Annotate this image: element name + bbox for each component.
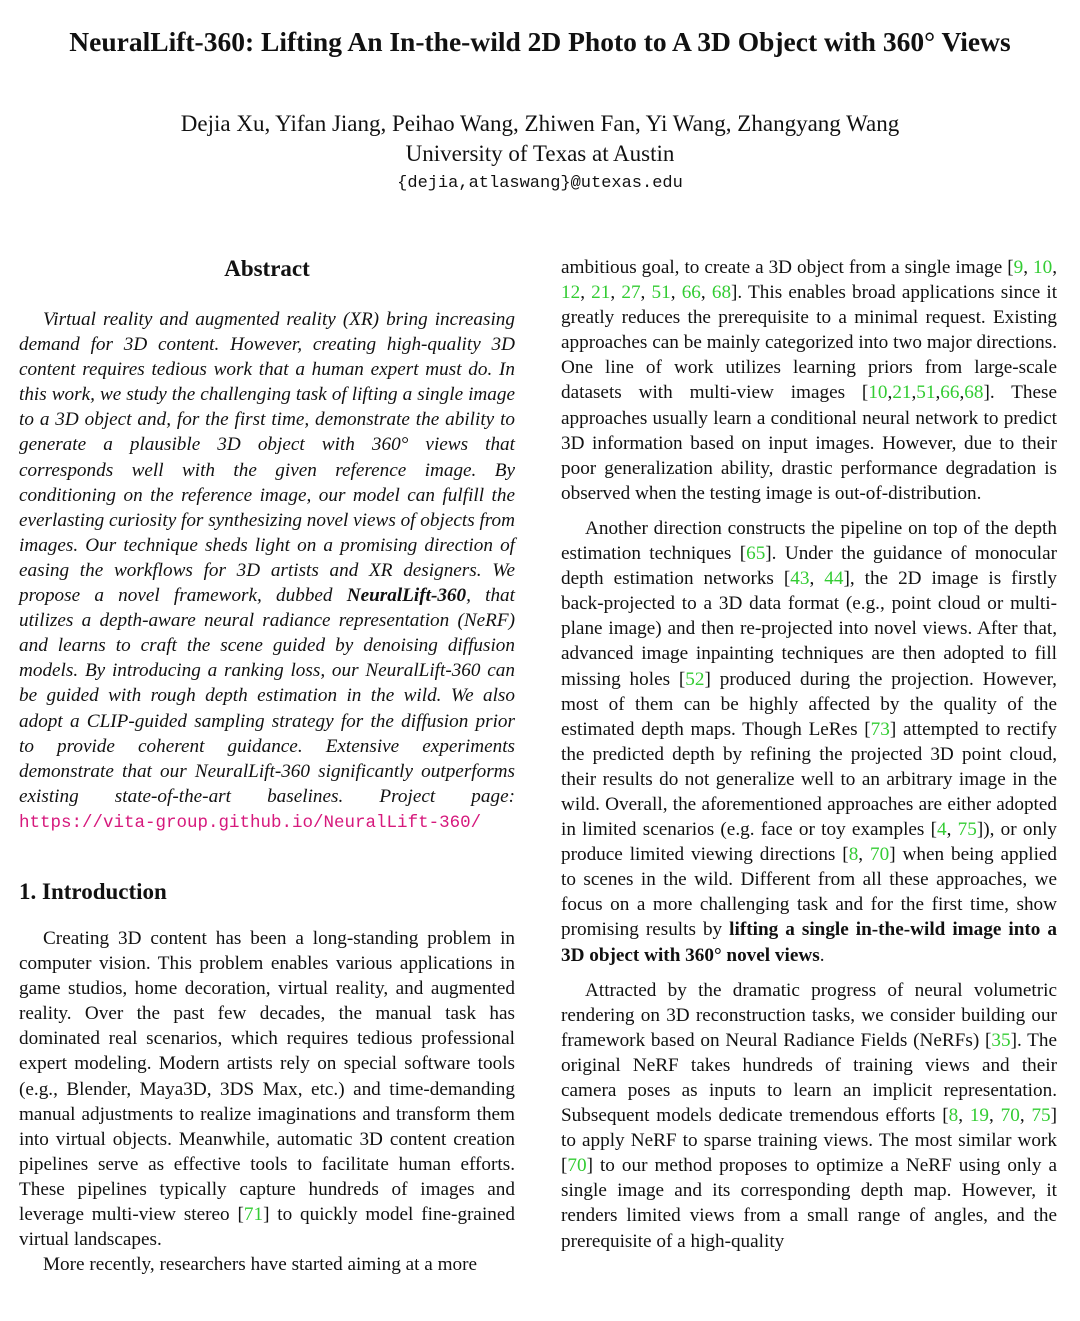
- intro-text: ] to quickly model fine-grained virtual landscapes.: [19, 1204, 515, 1251]
- intro-text: .: [819, 944, 825, 966]
- intro-paragraph-2: ambitious goal, to create a 3D object from a single image [9, 10, 12, 21, 27, 51, 66, 68]. This enables broad applications since it greatly reduces the prerequisite to a minimal request. Existing approaches can be mainly categorized into two major directions. One line of work utilizes learning priors from large-scale datasets with multi-view images [10,21,51,66,68]. These approaches usually learn a conditional neural network to predict 3D information based on input images. However, due to their poor generalization ability, drastic performance degradation is observed when the testing image is out-of-distribution.: [561, 257, 1058, 504]
- citation-link[interactable]: 21: [591, 282, 611, 304]
- citation-link[interactable]: 70: [870, 844, 890, 866]
- citation-link[interactable]: 65: [746, 543, 766, 565]
- citation-link[interactable]: 51: [651, 282, 671, 304]
- intro-text: ] to our method proposes to optimize a NeRF using only a single image and its corresponding depth map. However, it renders limited views from a small range of angles, and the prerequisite of a high-quality: [561, 1155, 1057, 1252]
- author-email: {dejia,atlaswang}@utexas.edu: [397, 174, 683, 193]
- citation-link[interactable]: 43: [790, 568, 810, 590]
- abstract-text-1: Virtual reality and augmented reality (XR) bring increasing demand for 3D content. However, creating high-quality 3D content requires tedious work that a human expert must do. In this work, we study the challenging task of lifting a single image to a 3D object and, for the first time, demonstrate the ability to generate a plausible 3D object with 360° views that corresponds well with the given reference image. By conditioning on the reference image, our model can fulfill the everlasting curiosity for synthesizing novel views of objects from images. Our technique sheds light on a promising direction of easing the workflows for 3D artists and XR designers. We propose a novel framework, dubbed: [19, 309, 515, 607]
- intro-text: ]. The original NeRF takes hundreds of training views and their camera poses as inputs to learn an implicit representation. Subsequent models dedicate tremendous efforts [: [561, 1029, 1057, 1127]
- citation-link[interactable]: 9: [1013, 257, 1024, 278]
- intro-text: ]. This enables broad applications since it greatly reduces the prerequisite to a minimal request. Existing approaches can be mainly categorized into two major directions. One line of work utilizes learning priors from large-scale datasets with multi-view images [: [561, 282, 1058, 404]
- intro-text: ]. Under the guidance of monocular depth estimation networks [: [561, 543, 1057, 590]
- citation-link[interactable]: 19: [969, 1105, 989, 1127]
- intro-text: ] produced during the projection. However, most of them can be highly affected by the quality of the estimated depth maps. Though LeRes [: [561, 668, 1057, 740]
- left-column: [19, 255, 515, 1277]
- key-contribution: lifting a single in-the-wild image into a 3D object with 360° novel views: [561, 919, 1057, 966]
- intro-text: Another direction constructs the pipeline on top of the depth estimation techniques [: [561, 517, 1057, 565]
- citation-link[interactable]: 75: [1031, 1105, 1051, 1127]
- abstract-text-2: , that utilizes a depth-aware neural radiance representation (NeRF) and learns to craft the scene guided by denoising diffusion models. By introducing a ranking loss, our NeuralLift-360 can be guided with rough depth estimation in the wild. We also adopt a CLIP-guided sampling strategy for the diffusion prior to provide coherent guidance. Extensive experiments demonstrate that our NeuralLift-360 significantly outperforms existing state-of-the-art baselines. Project page:: [19, 585, 515, 807]
- citation-link[interactable]: 52: [685, 668, 705, 690]
- intro-paragraph-1: [19, 926, 515, 1252]
- citation-link[interactable]: 75: [957, 819, 977, 841]
- intro-text: ]. These approaches usually learn a conditional neural network to predict 3D information based on input images. However, due to their poor generalization ability, drastic performance degradation is observed when the testing image is out-of-distribution.: [561, 382, 1057, 504]
- citation-link[interactable]: 73: [870, 718, 890, 740]
- intro-text: ] attempted to rectify the predicted depth by refining the projected 3D point cloud, their results do not generalize well to an arbitrary image in the wild. Overall, the aforementioned approaches are either adopted in limited scenarios (e.g. face or toy examples [: [561, 718, 1057, 841]
- citation-link[interactable]: 10: [1033, 257, 1053, 278]
- citation-link[interactable]: 8: [848, 844, 859, 866]
- intro-text: Creating 3D content has been a long-standing problem in computer vision. This problem enables various applications in game studios, home decoration, virtual reality, and augmented reality. Over the past few decades, the manual task has dominated real scenarios, which requires tedious professional expert modeling. Modern artists rely on special software tools (e.g., Blender, Maya3D, 3DS Max, etc.) and time-demanding manual adjustments to realize imaginations and transform them into virtual objects. Meanwhile, automatic 3D content creation pipelines serve as effective tools to facilitate human efforts. These pipelines typically capture hundreds of images and leverage multi-view stereo [: [19, 927, 515, 1225]
- citation-link[interactable]: 12: [561, 282, 581, 304]
- citation-link[interactable]: 71: [243, 1204, 264, 1225]
- intro-text: ambitious goal, to create a 3D object from a single image [: [561, 257, 1014, 278]
- citation-link[interactable]: 70: [1000, 1105, 1020, 1127]
- citation-link[interactable]: 68: [964, 382, 984, 404]
- intro-text: More recently, researchers have started aiming at a more: [43, 1254, 477, 1276]
- intro-heading: 1. Introduction: [19, 878, 167, 904]
- citation-link[interactable]: 44: [824, 568, 844, 590]
- project-page-link[interactable]: https://vita-group.github.io/NeuralLift-360/: [19, 812, 482, 833]
- author-list: Dejia Xu, Yifan Jiang, Peihao Wang, Zhiwen Fan, Yi Wang, Zhangyang Wang: [180, 111, 900, 136]
- citation-link[interactable]: 27: [621, 282, 641, 304]
- intro-paragraph-3: Another direction constructs the pipeline on top of the depth estimation techniques [65]. Under the guidance of monocular depth estimation networks [43, 44], the 2D image is firstly back-projected to a 3D data format (e.g., point cloud or multi-plane image) and then re-projected into novel views. After that, advanced image inpainting techniques are then adopted to fill missing holes [52] produced during the projection. However, most of them can be highly affected by the quality of the estimated depth maps. Though LeRes [73] attempted to rectify the predicted depth by refining the projected 3D point cloud, their results do not generalize well to an arbitrary image in the wild. Overall, the aforementioned approaches are either adopted in limited scenarios (e.g. face or toy examples [4, 75]), or only produce limited viewing directions [8, 70] when being applied to scenes in the wild. Different from all these approaches, we focus on a more challenging task and for the first time, show promising results by lifting a single in-the-wild image into a 3D object with 360° novel views.: [561, 517, 1058, 966]
- right-column: [561, 255, 1057, 1254]
- citation-link[interactable]: 8: [948, 1105, 959, 1127]
- citation-link[interactable]: 35: [991, 1029, 1011, 1051]
- intro-text: ]), or only produce limited viewing directions [: [561, 819, 1058, 866]
- citation-link[interactable]: 51: [916, 382, 936, 404]
- paper-title: NeuralLift-360: Lifting An In-the-wild 2D Photo to A 3D Object with 360° Views: [69, 26, 1011, 57]
- affiliation: University of Texas at Austin: [405, 141, 675, 166]
- citation-link[interactable]: 66: [940, 382, 960, 404]
- citation-link[interactable]: 21: [892, 382, 912, 404]
- citation-link[interactable]: 66: [681, 282, 701, 304]
- intro-text: ], the 2D image is firstly back-projected to a 3D data format (e.g., point cloud or multi-plane image) and then re-projected into novel views. After that, advanced image inpainting techniques are then adopted to fill missing holes [: [561, 568, 1058, 690]
- intro-text: ] when being applied to scenes in the wild. Different from all these approaches, we focus on a more challenging task and for the first time, show promising results by: [561, 844, 1058, 941]
- intro-text: Attracted by the dramatic progress of neural volumetric rendering on 3D reconstruction tasks, we consider building our framework based on Neural Radiance Fields (NeRFs) [: [561, 979, 1057, 1051]
- intro-text: ] to apply NeRF to sparse training views. The most similar work [: [561, 1105, 1058, 1177]
- citation-link[interactable]: 4: [937, 819, 947, 841]
- abstract-paragraph: [19, 307, 515, 836]
- method-name: NeuralLift-360: [346, 585, 467, 607]
- intro-paragraph-4: Attracted by the dramatic progress of neural volumetric rendering on 3D reconstruction tasks, we consider building our framework based on Neural Radiance Fields (NeRFs) [35]. The original NeRF takes hundreds of training views and their camera poses as inputs to learn an implicit representation. Subsequent models dedicate tremendous efforts [8, 19, 70, 75] to apply NeRF to sparse training views. The most similar work [70] to our method proposes to optimize a NeRF using only a single image and its corresponding depth map. However, it renders limited views from a small range of angles, and the prerequisite of a high-quality: [561, 979, 1058, 1252]
- intro-paragraph-2-start: [19, 1252, 515, 1277]
- abstract-heading: Abstract: [224, 256, 310, 281]
- citation-link[interactable]: 70: [567, 1155, 587, 1177]
- citation-link[interactable]: 10: [868, 382, 888, 404]
- citation-link[interactable]: 68: [711, 282, 732, 304]
- author-block: [0, 109, 1080, 169]
